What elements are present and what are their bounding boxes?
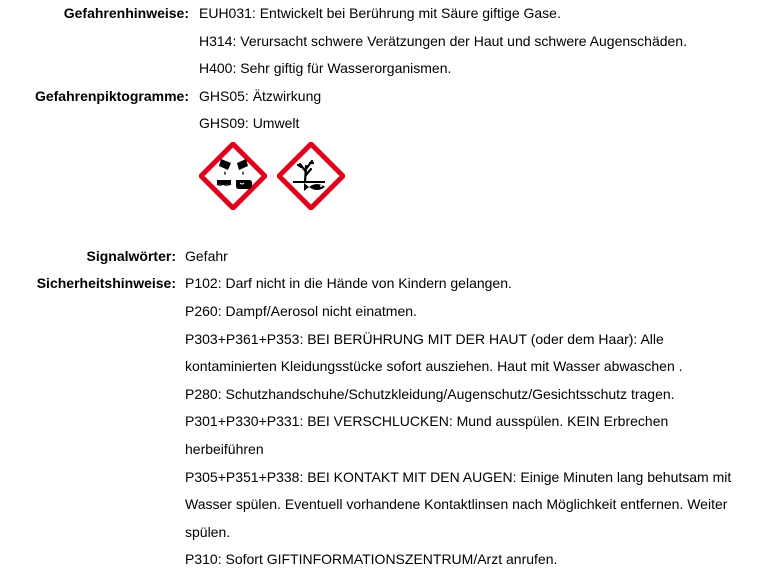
signal-word-value: Gefahr [185,248,228,264]
precautionary-label: Sicherheitshinweise: [36,275,176,291]
precautionary-line: P102: Darf nicht in die Hände von Kindern gelangen. [185,275,512,291]
hazard-statements-label: Gefahrenhinweise: [63,5,189,21]
hazard-statements-row [0,31,767,51]
precautionary-line: P305+P351+P338: BEI KONTAKT MIT DEN AUGEN: Einige Minuten lang behutsam mit [185,469,732,485]
ghs09-environment-icon [277,142,345,210]
precautionary-line: spülen. [185,524,231,540]
precautionary-row [0,411,767,431]
ghs05-corrosion-icon [199,142,267,210]
precautionary-row [0,549,767,569]
precautionary-row [0,329,767,349]
hazard-statements-row [0,58,767,78]
precautionary-line: herbeiführen [185,441,264,457]
precautionary-line: P280: Schutzhandschuhe/Schutzkleidung/Augenschutz/Gesichtsschutz tragen. [185,386,675,402]
pictogram-ghs05-text: GHS05: Ätzwirkung [199,88,322,104]
precautionary-line: P301+P330+P331: BEI VERSCHLUCKEN: Mund ausspülen. KEIN Erbrechen [185,413,669,429]
pictogram-group [199,142,349,210]
pictogram-ghs09-text: GHS09: Umwelt [199,115,300,131]
precautionary-row [0,301,767,321]
precautionary-row [0,356,767,376]
signal-word-label: Signalwörter: [86,248,176,264]
precautionary-row [0,522,767,542]
precautionary-row [0,494,767,514]
hazard-statement-h400: H400: Sehr giftig für Wasserorganismen. [199,60,452,76]
precautionary-line: kontaminierten Kleidungsstücke sofort ausziehen. Haut mit Wasser abwaschen . [185,358,683,374]
precautionary-row [0,384,767,404]
precautionary-row [0,467,767,487]
pictograms-row [0,113,767,133]
pictograms-row [0,86,767,106]
hazard-statement-euh031: EUH031: Entwickelt bei Berührung mit Säure giftige Gase. [199,5,561,21]
signal-word-row [0,246,767,266]
hazard-statement-h314: H314: Verursacht schwere Verätzungen der Haut und schwere Augenschäden. [199,33,687,49]
precautionary-row [0,439,767,459]
precautionary-line: P260: Dampf/Aerosol nicht einatmen. [185,303,417,319]
precautionary-line: P303+P361+P353: BEI BERÜHRUNG MIT DER HAUT (oder dem Haar): Alle [185,331,664,347]
precautionary-line: Wasser spülen. Eventuell vorhandene Kontaktlinsen nach Möglichkeit entfernen. Weiter [185,496,728,512]
hazard-statements-row [0,3,767,23]
precautionary-line: P310: Sofort GIFTINFORMATIONSZENTRUM/Arzt anrufen. [185,551,558,567]
precautionary-row [0,273,767,293]
pictograms-label: Gefahrenpiktogramme: [34,88,189,104]
